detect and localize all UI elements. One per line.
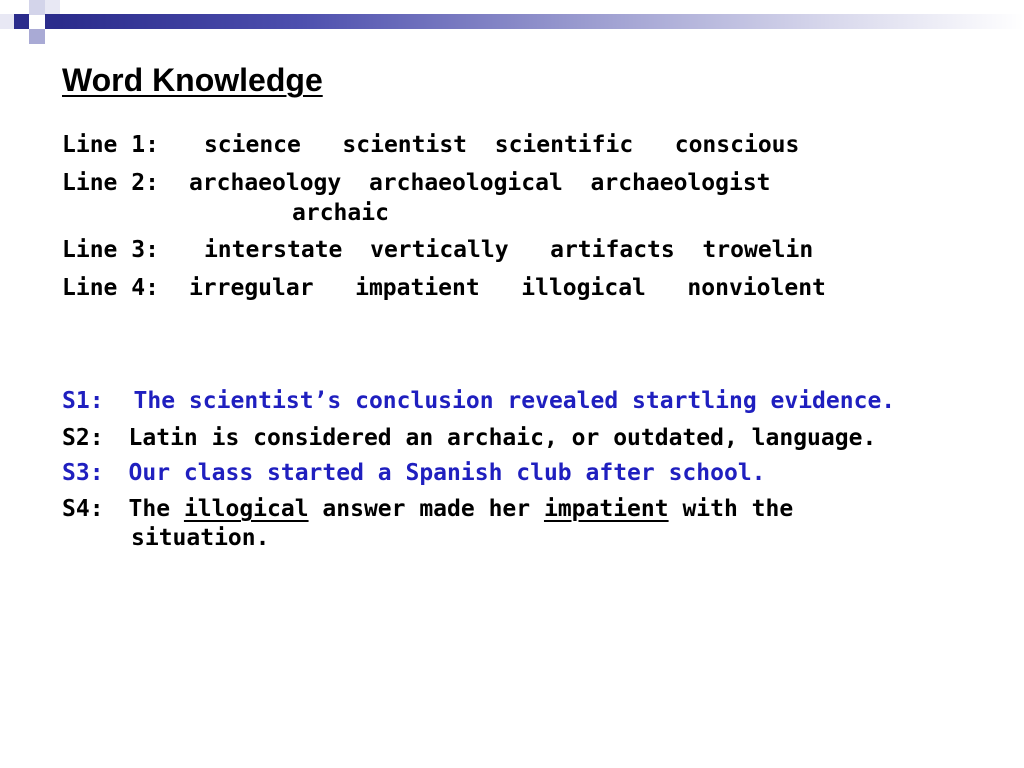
- sentence-label: S3:: [62, 460, 104, 486]
- sentence-2: [62, 423, 876, 453]
- header-band: [60, 14, 1024, 29]
- word-line-3: [62, 235, 813, 265]
- sentence-text: The scientist’s conclusion revealed startling evidence.: [133, 388, 896, 414]
- sentence-3: [62, 458, 766, 488]
- word-line-2-continuation: [292, 198, 389, 228]
- slide-title: Word Knowledge: [62, 62, 323, 98]
- decor-square: [45, 0, 60, 14]
- line-words: archaeology archaeological archaeologist: [188, 170, 771, 196]
- sentence-1: [62, 386, 895, 416]
- decor-square: [29, 0, 45, 15]
- decor-square: [29, 29, 45, 44]
- underlined-word-illogical: illogical: [183, 496, 309, 522]
- line-label: Line 1:: [62, 132, 159, 158]
- sentence-text-part: with the: [668, 496, 794, 522]
- word-line-2: [62, 168, 771, 198]
- decor-square: [45, 14, 60, 29]
- line-label: Line 2:: [62, 170, 159, 196]
- sentence-text-part: answer made her: [308, 496, 544, 522]
- sentence-label: S2:: [62, 425, 104, 451]
- line-words-continuation: archaic: [292, 200, 389, 226]
- line-words: irregular impatient illogical nonviolent: [188, 275, 826, 301]
- sentence-text-continuation: situation.: [131, 525, 270, 551]
- line-words: science scientist scientific conscious: [203, 132, 800, 158]
- sentence-4: [62, 494, 793, 524]
- sentence-text: Our class started a Spanish club after school.: [128, 460, 766, 486]
- line-words: interstate vertically artifacts trowelin: [203, 237, 814, 263]
- decor-square: [14, 14, 29, 29]
- underlined-word-impatient: impatient: [543, 496, 669, 522]
- line-label: Line 3:: [62, 237, 159, 263]
- sentence-label: S1:: [62, 388, 104, 414]
- sentence-text: Latin is considered an archaic, or outdated, language.: [128, 425, 877, 451]
- line-label: Line 4:: [62, 275, 159, 301]
- word-line-4: [62, 273, 826, 303]
- sentence-text-part: The: [128, 496, 184, 522]
- sentence-label: S4:: [62, 496, 104, 522]
- word-line-1: [62, 130, 799, 160]
- decor-square: [0, 14, 14, 29]
- sentence-4-continuation: [131, 523, 269, 553]
